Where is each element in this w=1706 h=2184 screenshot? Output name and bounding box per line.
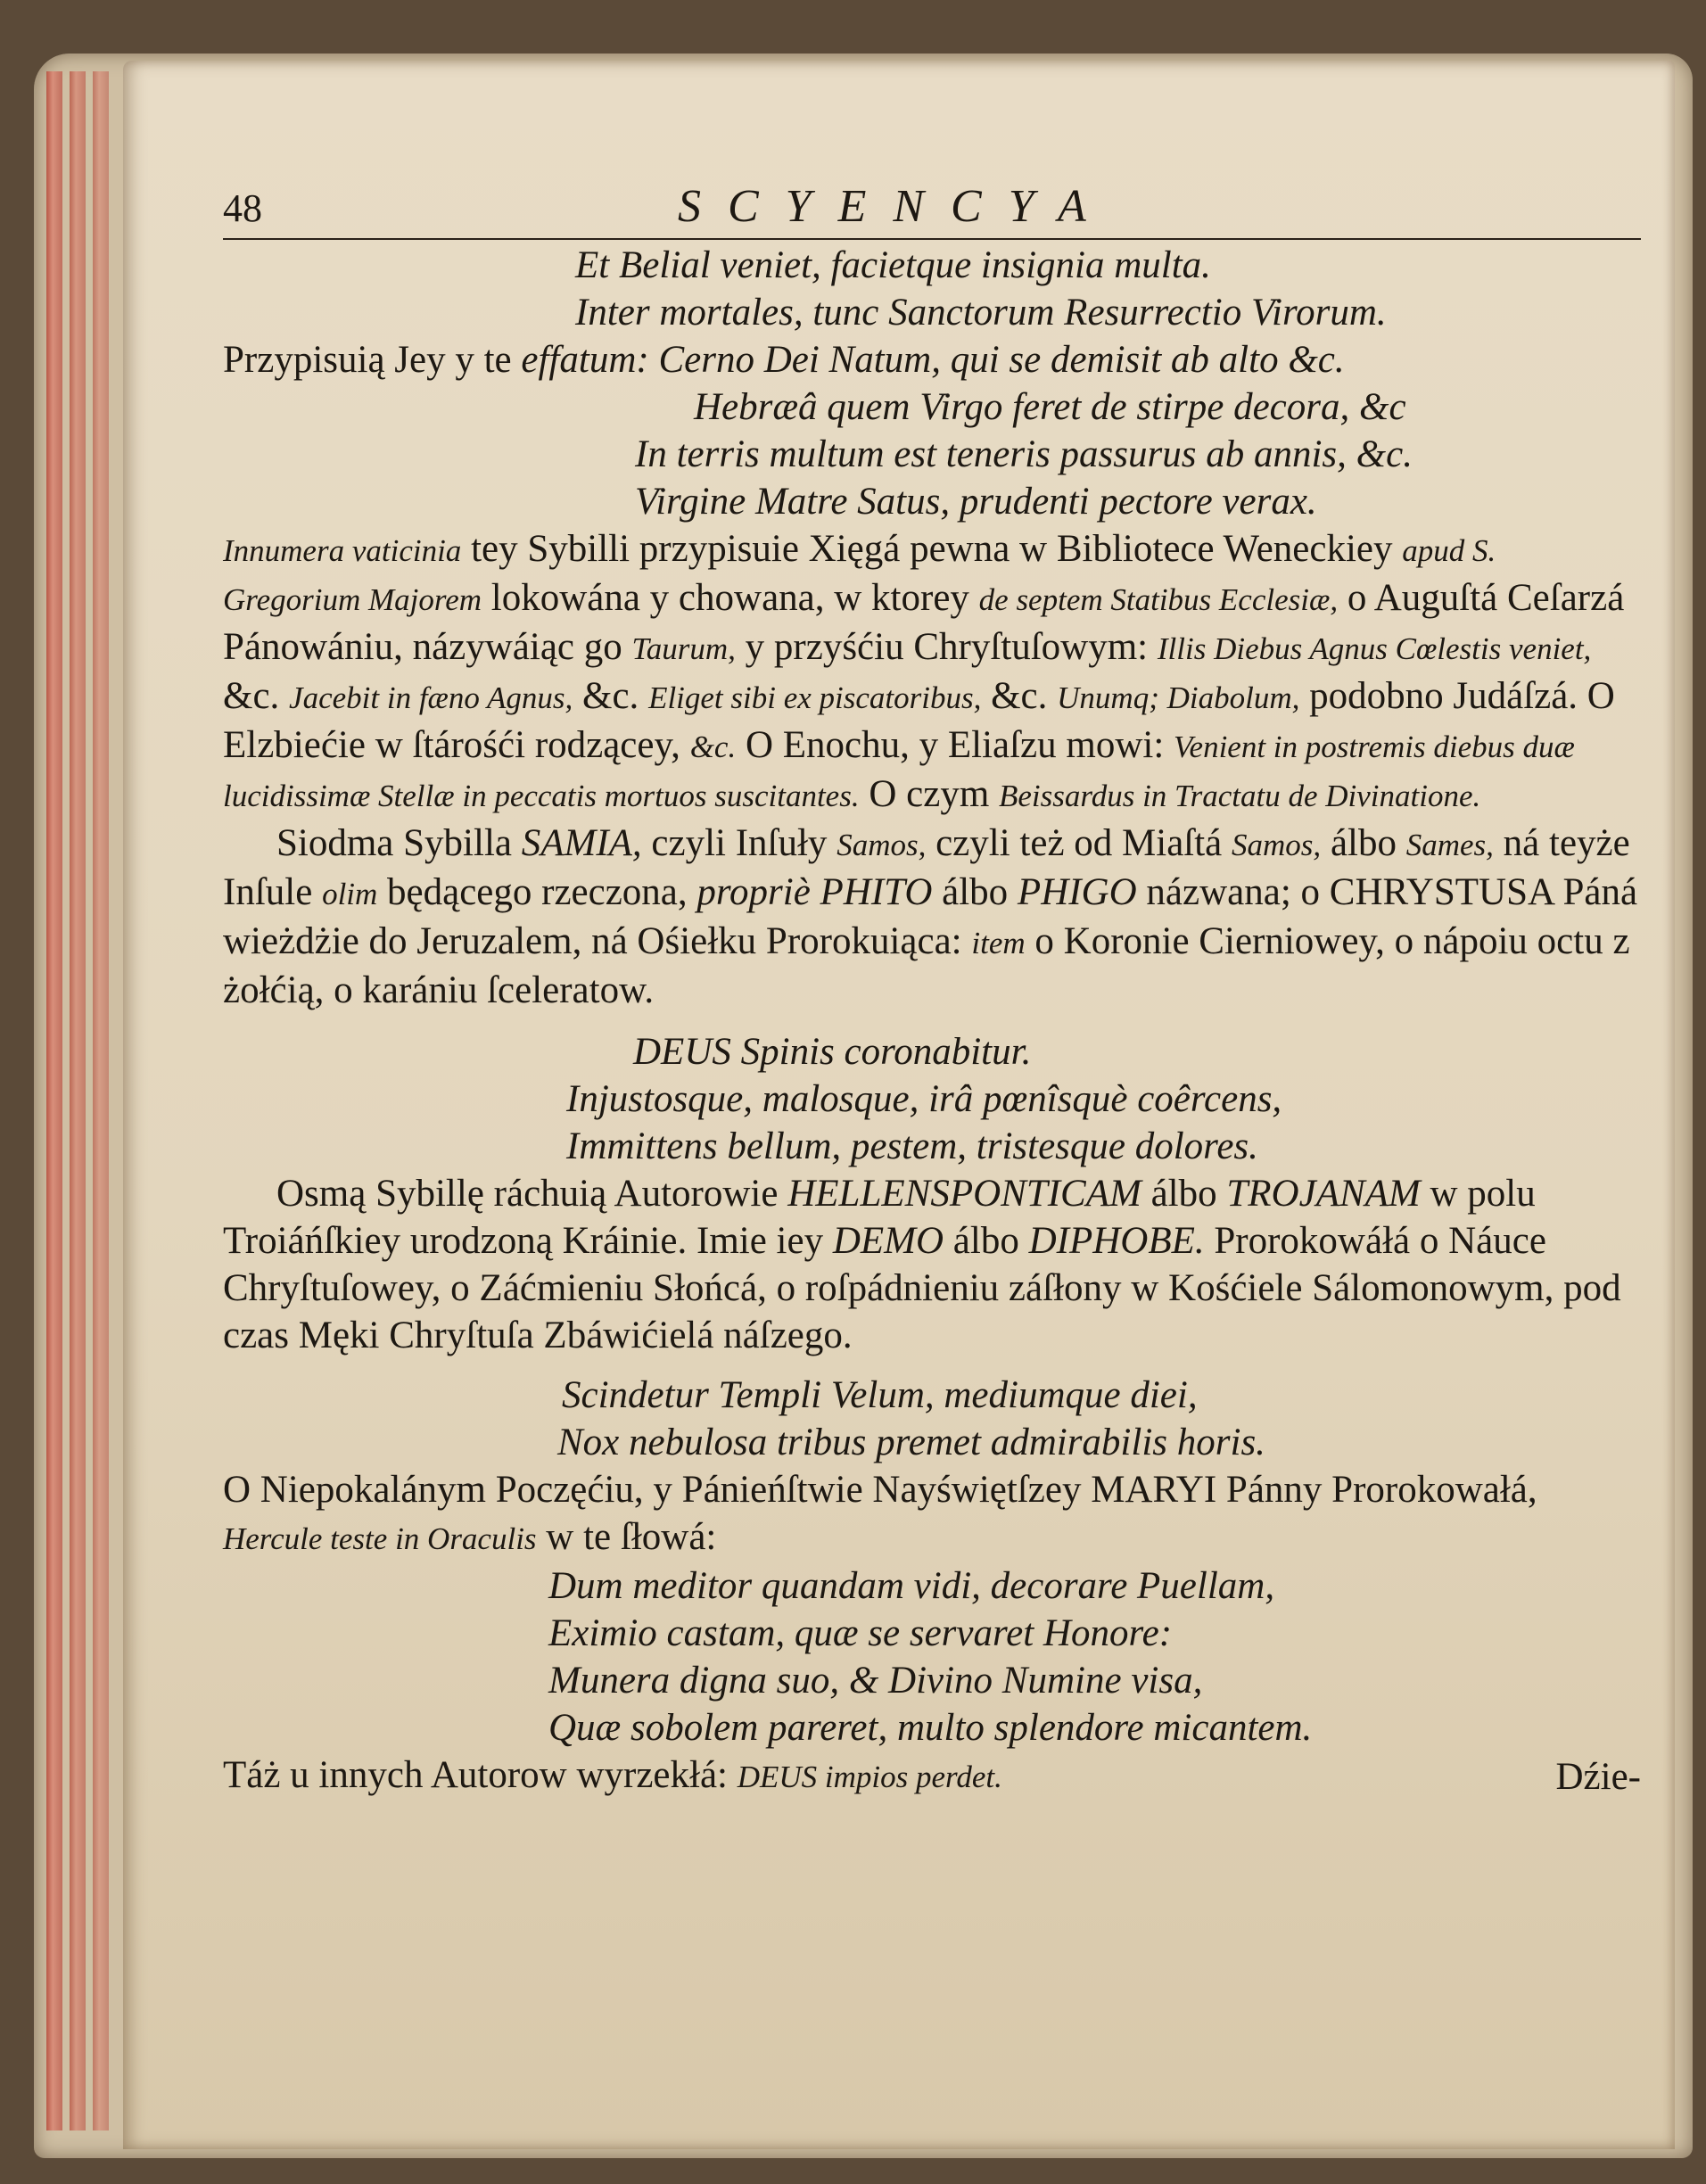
latin-text: &c.: [689, 729, 737, 764]
latin-text: de septem Statibus Ecclesiæ,: [978, 582, 1339, 617]
verse-line: In terris multum est teneris passurus ab annis, &c.: [635, 433, 1413, 475]
catchword: Dźie-: [1555, 1756, 1641, 1798]
verse-line: Quæ sobolem pareret, multo splendore micantem.: [548, 1707, 1313, 1749]
latin-text: propriè PHITO: [696, 871, 933, 913]
latin-text: DEMO: [832, 1220, 944, 1262]
verse-line: Hebræâ quem Virgo feret de stirpe decora, &c: [694, 386, 1406, 428]
text-run: o Koronie Cierniowey, o nápoiu octu z żołćią, o karániu ſceleratow.: [223, 920, 1630, 1011]
verse-line: Munera digna suo, & Divino Numine visa,: [548, 1660, 1203, 1702]
text-run: w polu Troiáńſkiey urodzoną Kráinie. Imie iey: [223, 1173, 1536, 1262]
latin-text: Samos,: [1232, 828, 1322, 862]
latin-text: Sames,: [1405, 828, 1494, 862]
latin-text: Jacebit in fæno Agnus,: [289, 680, 573, 715]
text-run: lokowána y chowana, w ktorey: [482, 577, 979, 619]
text-run: Siodma Sybilla: [276, 822, 522, 864]
text-run: podobno Judáſzá. O Elzbiećie w ſtárośći rodzącey,: [223, 675, 1615, 766]
verse-line: Injustosque, malosque, irâ pœnîsquè coêrcens,: [566, 1078, 1282, 1120]
text-run: czyli też od Miaſtá: [926, 822, 1232, 864]
latin-text: item: [971, 926, 1026, 960]
text-run: &c.: [573, 675, 649, 717]
text-run: O Enochu, y Eliaſzu mowi:: [736, 724, 1174, 766]
text-run: y przyśćiu Chryſtuſowym:: [735, 626, 1158, 668]
latin-text: DIPHOBE.: [1028, 1220, 1205, 1262]
paragraph-hellespontica: [223, 1170, 1641, 1359]
verse-line: Inter mortales, tunc Sanctorum Resurrectio Virorum.: [575, 292, 1387, 334]
latin-text: Taurum,: [631, 631, 736, 666]
latin-text: olim: [322, 877, 378, 911]
text-run: názwana; o CHRYSTUSA Páná wieżdżie do Jeruzalem, ná Ośiełku Prorokuiąca:: [223, 871, 1638, 962]
verse-line: Scindetur Templi Velum, mediumque diei,: [562, 1374, 1198, 1416]
latin-text: DEUS impios perdet.: [737, 1760, 1002, 1794]
latin-text: TROJANAM: [1226, 1173, 1421, 1215]
text-run: tey Sybilli przypisuie Xięgá pewna w Bibliotece Weneckiey: [461, 528, 1403, 570]
text-run: álbo: [932, 871, 1018, 913]
page-content: [223, 183, 1641, 2100]
text-run: Przypisuią Jey y te: [223, 339, 522, 381]
text-run: Prorokowáłá o Náuce Chryſtuſowey, o Záćmieniu Słońcá, o roſpádnieniu záſłony w Kośćiele Sálomonowym, pod czas Męki Chryſtuſa Zbáwićielá náſzego.: [223, 1220, 1621, 1356]
latin-text: PHIGO: [1017, 871, 1137, 913]
verse-block-scindetur: [223, 1372, 1641, 1466]
text-run: álbo: [944, 1220, 1029, 1262]
text-run: &c.: [223, 675, 290, 717]
running-title: SCYENCYA: [678, 181, 1113, 232]
latin-text: Hercule teste in Oraculis: [223, 1521, 537, 1556]
red-page-edge: [93, 71, 109, 2130]
latin-text: Beissardus in Tractatu de Divinatione.: [999, 779, 1481, 813]
text-run: álbo: [1321, 822, 1406, 864]
verse-line: Virgine Matre Satus, prudenti pectore verax.: [635, 481, 1317, 523]
text-run: álbo: [1141, 1173, 1227, 1215]
text-run: będącego rzeczona,: [377, 871, 697, 913]
latin-text: apud S. Gregorium Majorem: [223, 533, 1496, 617]
paragraph-samia: [223, 820, 1641, 1014]
text-run: o Auguſtá Ceſarzá Pánowániu, názywáiąc go: [223, 577, 1625, 668]
verse-line: Immittens bellum, pestem, tristesque dolores.: [566, 1125, 1258, 1167]
text-run: czyli Inſuły: [641, 822, 837, 864]
page-number: 48: [223, 186, 262, 230]
latin-text: Eliget sibi ex piscatoribus,: [648, 680, 982, 715]
verse-block-belial: [223, 242, 1641, 336]
verse-block-hebraea: [223, 383, 1641, 525]
verse-line: Dum meditor quandam vidi, decorare Puellam,: [548, 1565, 1275, 1607]
running-head: [223, 183, 1641, 240]
text-run: Osmą Sybillę ráchuią Autorowie: [276, 1173, 788, 1215]
paragraph-effatum: [223, 336, 1641, 383]
verse-line: Nox nebulosa tribus premet admirabilis horis.: [557, 1422, 1265, 1463]
red-page-edge: [70, 71, 86, 2130]
latin-text: Samos,: [837, 828, 927, 862]
text-run: O czym: [859, 773, 1000, 815]
paragraph-vaticinia: [223, 525, 1641, 820]
verse-block-meditor: [223, 1562, 1641, 1751]
latin-text: Illis Diebus Agnus Cœlestis veniet,: [1157, 631, 1592, 666]
verse-line: Eximio castam, quæ se servaret Honore:: [548, 1612, 1173, 1654]
verse-line: Et Belial veniet, facietque insignia multa.: [575, 244, 1211, 286]
verse-block-deus: [223, 1028, 1641, 1170]
latin-text: HELLENSPONTICAM: [787, 1173, 1141, 1215]
text-run: ná teyże Inſule: [223, 822, 1630, 913]
paragraph-niepokalane: [223, 1466, 1641, 1562]
verse-line: DEUS Spinis coronabitur.: [633, 1031, 1032, 1073]
latin-text: Innumera vaticinia: [223, 533, 462, 568]
latin-text: effatum: Cerno Dei Natum, qui se demisit ab alto &c.: [521, 339, 1345, 381]
latin-text: Unumq; Diabolum,: [1057, 680, 1300, 715]
text-run: w te ſłowá:: [536, 1516, 717, 1558]
text-run: &c.: [981, 675, 1058, 717]
text-run: O Niepokalánym Poczęćiu, y Pánieńſtwie Nayświętſzey MARYI Pánny Prorokowałá,: [223, 1469, 1537, 1511]
red-page-edge: [46, 71, 62, 2130]
latin-text: SAMIA,: [521, 822, 642, 864]
latin-text: Venient in postremis diebus duæ lucidissimæ Stellæ in peccatis mortuos suscitantes.: [223, 729, 1575, 813]
text-run: Táż u innych Autorow wyrzekłá:: [223, 1754, 738, 1796]
